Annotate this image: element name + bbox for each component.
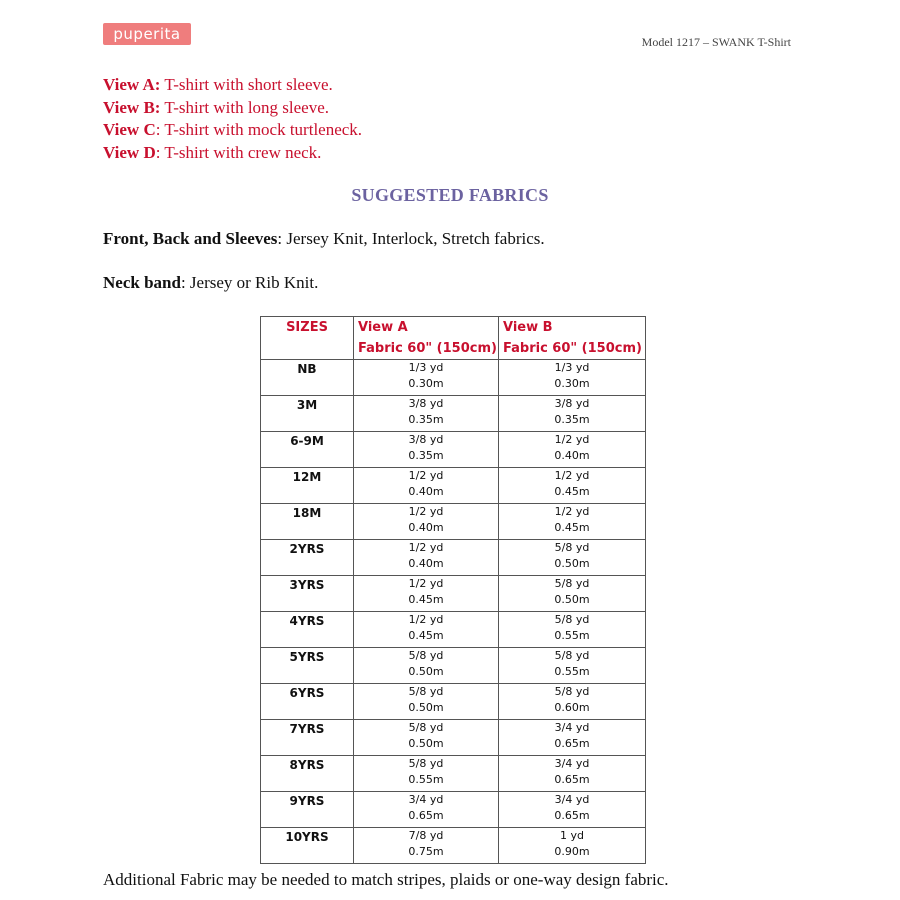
table-row (261, 612, 646, 648)
table-header-row (261, 317, 646, 360)
size-cell: 10YRS (261, 828, 354, 864)
size-cell: 18M (261, 504, 354, 540)
view-a-header-sub: Fabric 60" (150cm) (358, 341, 497, 356)
neck-fabric-text: : Jersey or Rib Knit. (180, 273, 319, 292)
view-b-cell (499, 684, 646, 720)
view-a-meters: 0.50m (408, 665, 444, 678)
view-b-cell (499, 432, 646, 468)
view-a-cell (354, 504, 499, 540)
neck-fabric-label: Neck band (103, 273, 181, 292)
fabric-requirements-table (260, 316, 646, 864)
view-a-line (103, 74, 362, 97)
brand-logo: puperita (103, 23, 191, 45)
view-a-cell (354, 540, 499, 576)
view-a-meters: 0.35m (408, 413, 444, 426)
size-cell: NB (261, 360, 354, 396)
view-c-label: View C (103, 120, 156, 139)
view-b-cell (499, 612, 646, 648)
size-cell: 9YRS (261, 792, 354, 828)
size-cell: 5YRS (261, 648, 354, 684)
table-row (261, 432, 646, 468)
view-b-meters: 0.50m (554, 557, 590, 570)
view-b-cell (499, 468, 646, 504)
view-b-cell (499, 720, 646, 756)
view-a-yards: 5/8 yd (408, 649, 444, 662)
view-a-header-title: View A (358, 320, 408, 335)
view-a-cell (354, 828, 499, 864)
footer-note: Additional Fabric may be needed to match stripes, plaids or one-way design fabric. (103, 870, 669, 889)
table-row (261, 576, 646, 612)
view-b-meters: 0.60m (554, 701, 590, 714)
view-b-yards: 1 yd (560, 829, 584, 842)
view-b-cell (499, 828, 646, 864)
view-b-yards: 5/8 yd (554, 613, 590, 626)
table-row (261, 396, 646, 432)
view-b-meters: 0.65m (554, 773, 590, 786)
view-a-meters: 0.45m (408, 629, 444, 642)
view-a-yards: 5/8 yd (408, 721, 444, 734)
view-b-cell (499, 360, 646, 396)
front-fabric-text: : Jersey Knit, Interlock, Stretch fabrics. (277, 229, 545, 248)
view-a-yards: 7/8 yd (408, 829, 444, 842)
view-a-cell (354, 432, 499, 468)
view-a-yards: 5/8 yd (408, 757, 444, 770)
neck-fabric-line (103, 273, 318, 293)
view-b-header (499, 317, 646, 360)
view-b-yards: 5/8 yd (554, 649, 590, 662)
view-a-yards: 1/2 yd (408, 541, 444, 554)
view-b-yards: 1/3 yd (554, 361, 590, 374)
view-a-yards: 3/4 yd (408, 793, 444, 806)
view-b-meters: 0.65m (554, 809, 590, 822)
view-a-cell (354, 360, 499, 396)
view-a-label: View A: (103, 75, 161, 94)
view-a-meters: 0.75m (408, 845, 444, 858)
view-b-yards: 5/8 yd (554, 685, 590, 698)
size-cell: 3YRS (261, 576, 354, 612)
front-fabric-line (103, 229, 545, 249)
view-d-line (103, 142, 362, 165)
size-cell: 8YRS (261, 756, 354, 792)
size-cell: 6-9M (261, 432, 354, 468)
view-b-meters: 0.90m (554, 845, 590, 858)
view-a-yards: 5/8 yd (408, 685, 444, 698)
view-a-text: T-shirt with short sleeve. (160, 75, 333, 94)
view-b-meters: 0.45m (554, 485, 590, 498)
view-a-meters: 0.40m (408, 521, 444, 534)
table-row (261, 792, 646, 828)
view-a-cell (354, 576, 499, 612)
view-a-meters: 0.55m (408, 773, 444, 786)
size-cell: 7YRS (261, 720, 354, 756)
front-fabric-label: Front, Back and Sleeves (103, 229, 278, 248)
view-a-meters: 0.35m (408, 449, 444, 462)
view-b-yards: 1/2 yd (554, 433, 590, 446)
table-row (261, 504, 646, 540)
view-a-yards: 1/2 yd (408, 505, 444, 518)
view-b-cell (499, 504, 646, 540)
view-b-header-title: View B (503, 320, 553, 335)
view-a-cell (354, 720, 499, 756)
table-row (261, 828, 646, 864)
view-a-cell (354, 792, 499, 828)
view-b-cell (499, 540, 646, 576)
view-a-meters: 0.50m (408, 737, 444, 750)
view-b-meters: 0.55m (554, 629, 590, 642)
view-a-meters: 0.45m (408, 593, 444, 606)
size-cell: 12M (261, 468, 354, 504)
view-b-text: T-shirt with long sleeve. (160, 97, 330, 117)
view-b-yards: 5/8 yd (554, 577, 590, 590)
view-c-line (103, 119, 362, 142)
view-a-cell (354, 468, 499, 504)
view-b-label: View B: (103, 97, 161, 117)
table-row (261, 648, 646, 684)
view-b-meters: 0.30m (554, 377, 590, 390)
view-b-yards: 1/2 yd (554, 505, 590, 518)
view-a-yards: 1/2 yd (408, 577, 444, 590)
view-b-yards: 3/4 yd (554, 793, 590, 806)
view-a-cell (354, 648, 499, 684)
view-b-yards: 1/2 yd (554, 469, 590, 482)
view-b-cell (499, 756, 646, 792)
view-b-yards: 3/8 yd (554, 397, 590, 410)
view-b-cell (499, 648, 646, 684)
view-b-meters: 0.35m (554, 413, 590, 426)
view-b-header-sub: Fabric 60" (150cm) (503, 341, 642, 356)
view-b-meters: 0.50m (554, 593, 590, 606)
view-a-meters: 0.40m (408, 485, 444, 498)
view-b-yards: 3/4 yd (554, 721, 590, 734)
view-a-meters: 0.65m (408, 809, 444, 822)
view-a-yards: 3/8 yd (408, 433, 444, 446)
view-d-text: : T-shirt with crew neck. (155, 142, 322, 162)
view-c-text: : T-shirt with mock turtleneck. (155, 120, 363, 139)
size-cell: 6YRS (261, 684, 354, 720)
view-a-yards: 3/8 yd (408, 397, 444, 410)
view-b-meters: 0.40m (554, 449, 590, 462)
view-b-cell (499, 396, 646, 432)
size-cell: 3M (261, 396, 354, 432)
view-b-cell (499, 576, 646, 612)
views-list (103, 74, 362, 164)
view-b-cell (499, 792, 646, 828)
section-title: SUGGESTED FABRICS (351, 185, 549, 205)
table-row (261, 468, 646, 504)
view-b-line (103, 97, 362, 120)
table-row (261, 360, 646, 396)
view-a-meters: 0.40m (408, 557, 444, 570)
table-row (261, 540, 646, 576)
view-b-yards: 5/8 yd (554, 541, 590, 554)
model-title: Model 1217 – SWANK T-Shirt (641, 35, 791, 49)
view-a-cell (354, 612, 499, 648)
view-b-meters: 0.45m (554, 521, 590, 534)
view-a-yards: 1/2 yd (408, 613, 444, 626)
table-row (261, 684, 646, 720)
sizes-header: SIZES (261, 317, 354, 360)
view-a-header (354, 317, 499, 360)
size-cell: 4YRS (261, 612, 354, 648)
view-a-yards: 1/2 yd (408, 469, 444, 482)
view-a-cell (354, 396, 499, 432)
view-a-cell (354, 684, 499, 720)
view-b-yards: 3/4 yd (554, 757, 590, 770)
view-d-label: View D (103, 142, 156, 162)
view-a-meters: 0.50m (408, 701, 444, 714)
view-a-cell (354, 756, 499, 792)
view-b-meters: 0.65m (554, 737, 590, 750)
view-a-yards: 1/3 yd (408, 361, 444, 374)
view-a-meters: 0.30m (408, 377, 444, 390)
view-b-meters: 0.55m (554, 665, 590, 678)
table-row (261, 720, 646, 756)
size-cell: 2YRS (261, 540, 354, 576)
table-row (261, 756, 646, 792)
